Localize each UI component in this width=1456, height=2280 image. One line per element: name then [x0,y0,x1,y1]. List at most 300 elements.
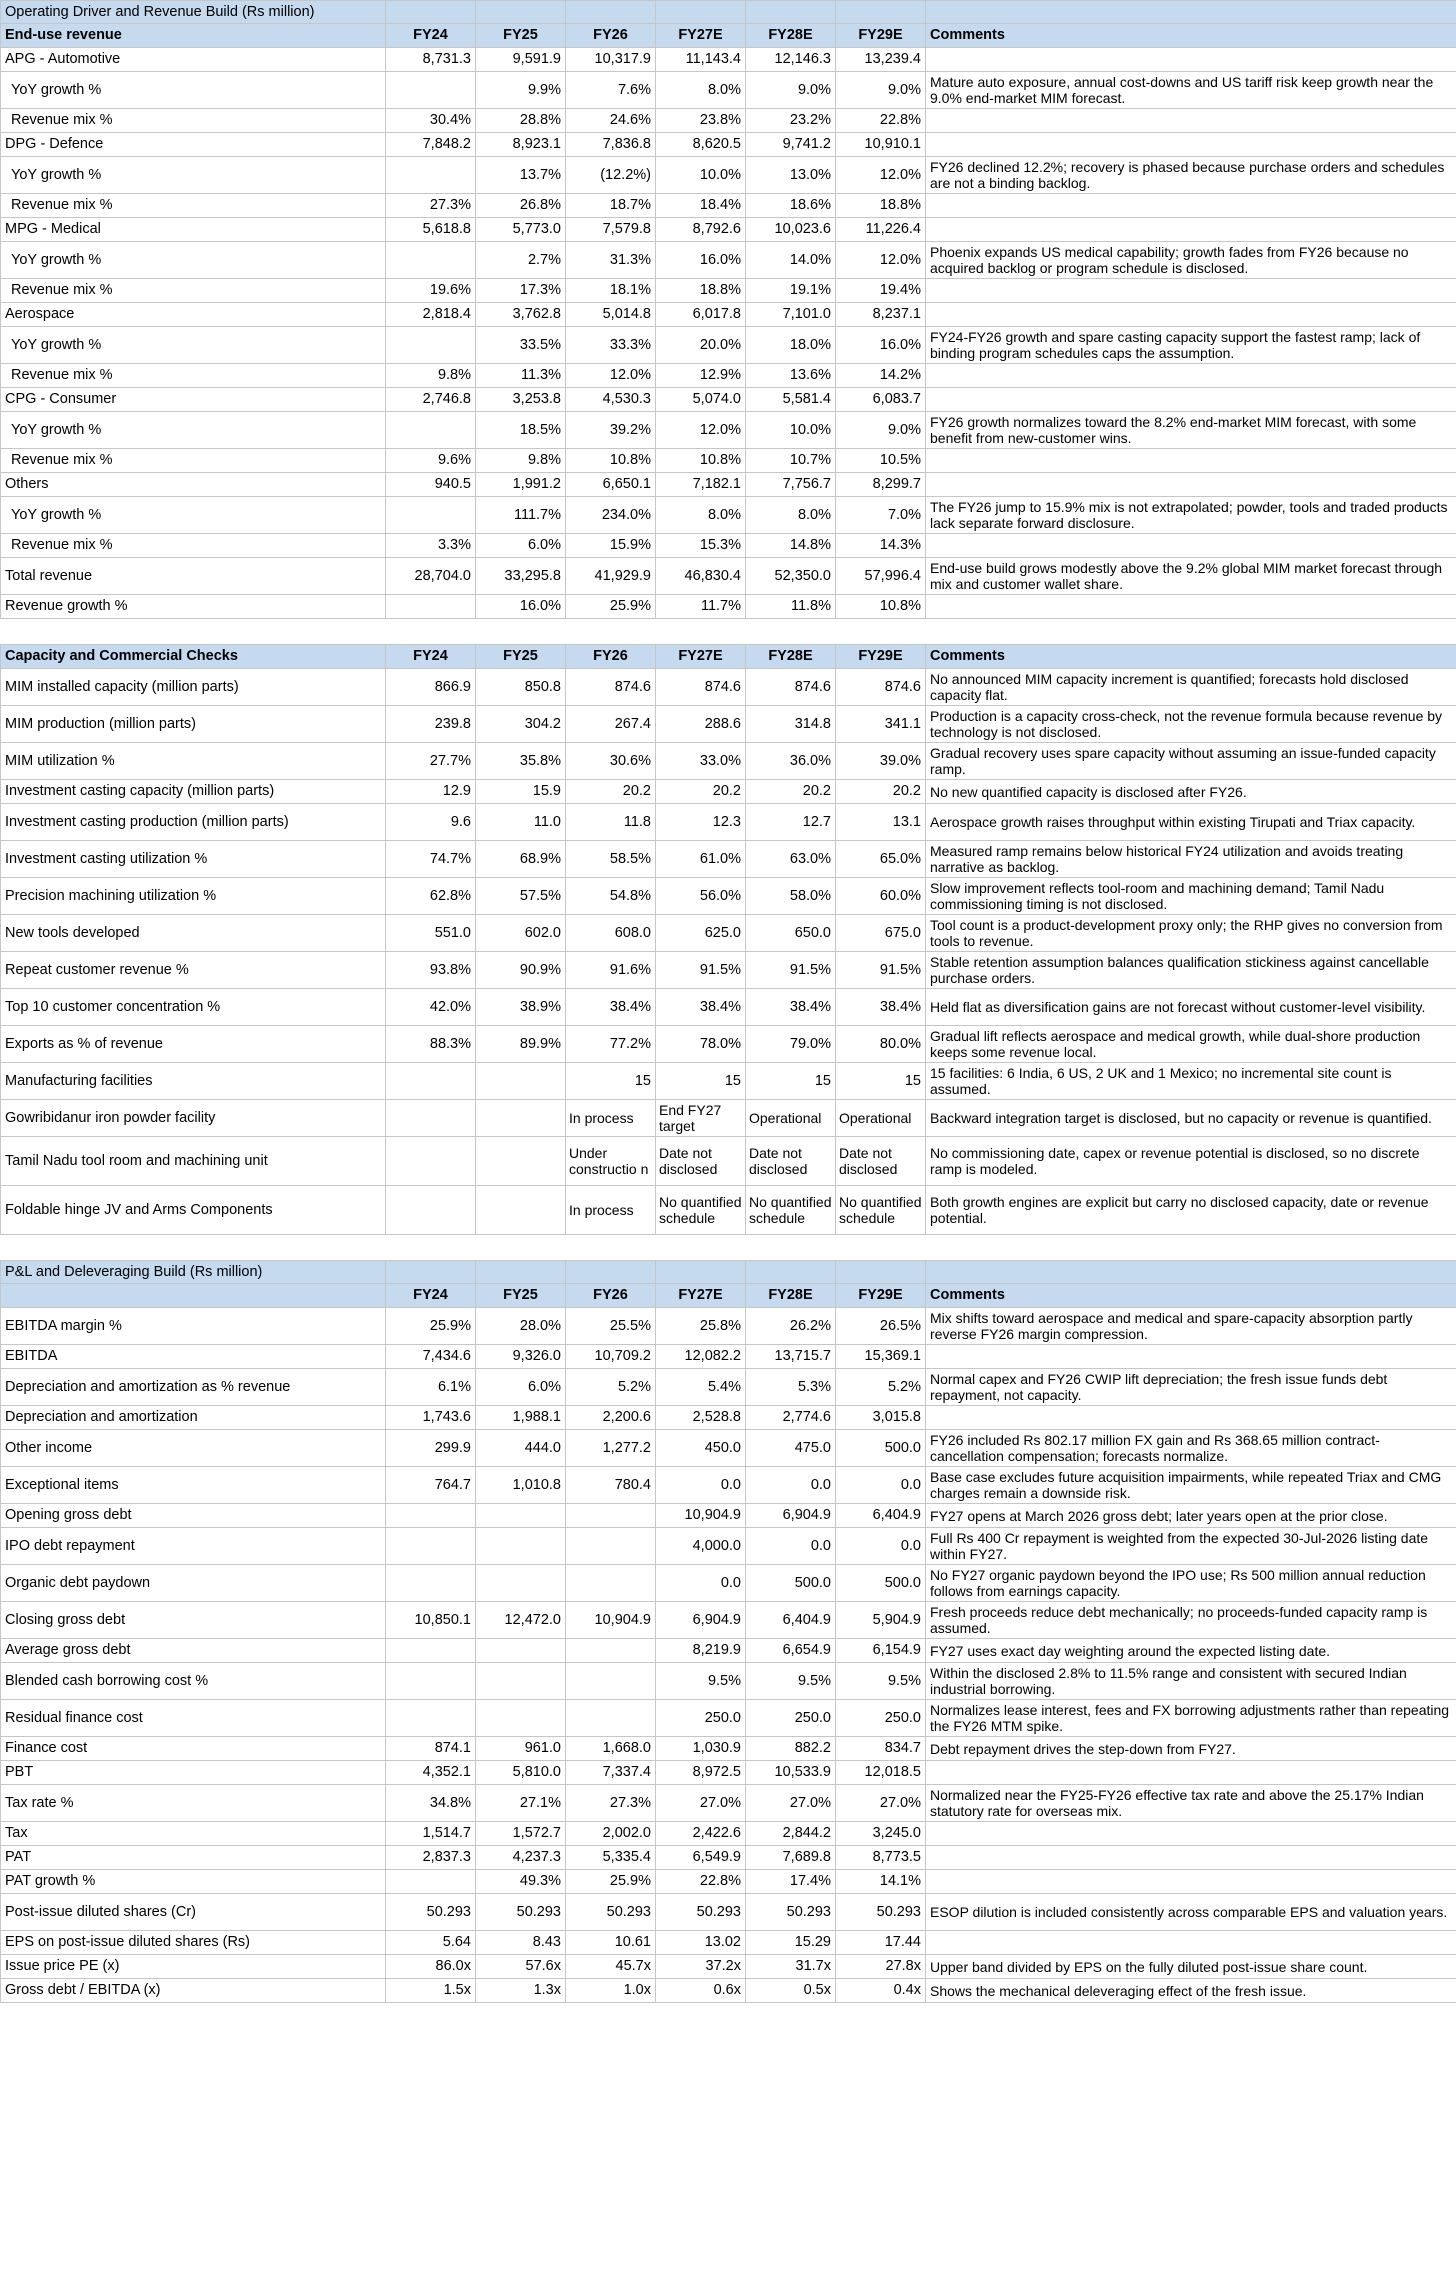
value-cell: 17.44 [836,1931,926,1955]
value-cell: 4,237.3 [476,1846,566,1870]
comment-cell [926,364,1456,388]
table-row [1,133,1456,157]
value-cell: 2,844.2 [746,1822,836,1846]
value-cell: 6,404.9 [836,1504,926,1528]
value-cell: End FY27 target [656,1100,746,1137]
value-cell: (12.2%) [566,157,656,194]
value-cell: 7,579.8 [566,218,656,242]
value-cell: 26.5% [836,1308,926,1345]
value-cell: 10.61 [566,1931,656,1955]
value-cell: 6.0% [476,1369,566,1406]
value-cell: 63.0% [746,841,836,878]
table-row [1,1761,1456,1785]
title-blank-cell [656,1,746,24]
value-cell: 17.4% [746,1870,836,1894]
value-cell: 38.4% [566,989,656,1026]
value-cell [386,1137,476,1186]
value-cell: 13,239.4 [836,48,926,72]
value-cell: 250.0 [836,1700,926,1737]
comment-cell: FY27 opens at March 2026 gross debt; later years open at the prior close. [926,1504,1456,1528]
row-label: YoY growth % [1,72,386,109]
value-cell: 500.0 [836,1430,926,1467]
value-cell: 18.6% [746,194,836,218]
comment-cell [926,194,1456,218]
comment-cell [926,109,1456,133]
comment-cell: Backward integration target is disclosed, but no capacity or revenue is quantified. [926,1100,1456,1137]
table-row [1,595,1456,619]
comment-cell: FY26 included Rs 802.17 million FX gain and Rs 368.65 million contract-cancellation compensation; forecasts normalize. [926,1430,1456,1467]
comment-cell [926,133,1456,157]
comment-cell: No new quantified capacity is disclosed after FY26. [926,780,1456,804]
row-label: Revenue mix % [1,449,386,473]
value-cell: 1,743.6 [386,1406,476,1430]
value-cell: No quantified schedule [746,1186,836,1235]
value-cell [386,1063,476,1100]
value-cell: 6,904.9 [746,1504,836,1528]
value-cell: 9.5% [836,1663,926,1700]
value-cell: 0.0 [746,1528,836,1565]
value-cell: 60.0% [836,878,926,915]
value-cell: 18.1% [566,279,656,303]
value-cell: 30.4% [386,109,476,133]
value-cell: 2,818.4 [386,303,476,327]
value-cell: 8,923.1 [476,133,566,157]
section-title: P&L and Deleveraging Build (Rs million) [1,1261,386,1284]
title-blank-cell [926,1,1456,24]
value-cell: 15 [566,1063,656,1100]
value-cell: Date not disclosed [836,1137,926,1186]
value-cell: 850.8 [476,669,566,706]
table-row [1,157,1456,194]
table-row [1,780,1456,804]
value-cell: 2,422.6 [656,1822,746,1846]
value-cell: 7,836.8 [566,133,656,157]
value-cell: 12.0% [656,412,746,449]
row-label: Depreciation and amortization [1,1406,386,1430]
comment-cell [926,218,1456,242]
value-cell: 7,182.1 [656,473,746,497]
value-cell: 874.6 [656,669,746,706]
value-cell: 46,830.4 [656,558,746,595]
value-cell: 34.8% [386,1785,476,1822]
value-cell [566,1700,656,1737]
value-cell: 13.02 [656,1931,746,1955]
value-cell [476,1663,566,1700]
value-cell: 834.7 [836,1737,926,1761]
row-label: Top 10 customer concentration % [1,989,386,1026]
value-cell: 304.2 [476,706,566,743]
row-label: PAT [1,1846,386,1870]
section-spacer [1,1235,1456,1261]
value-cell: 16.0% [836,327,926,364]
value-cell: 50.293 [746,1894,836,1931]
value-cell: 39.0% [836,743,926,780]
value-cell: 5.2% [566,1369,656,1406]
value-cell: 6,154.9 [836,1639,926,1663]
table-row [1,706,1456,743]
value-cell: 7,101.0 [746,303,836,327]
value-cell: 5,810.0 [476,1761,566,1785]
comments-header: Comments [926,1284,1456,1308]
value-cell: 13.1 [836,804,926,841]
column-header: FY27E [656,24,746,48]
comment-cell [926,1822,1456,1846]
value-cell: 28.8% [476,109,566,133]
value-cell [476,1137,566,1186]
row-label: Tax [1,1822,386,1846]
value-cell: 26.8% [476,194,566,218]
value-cell [386,1504,476,1528]
value-cell [386,497,476,534]
value-cell: 874.1 [386,1737,476,1761]
value-cell: 14.8% [746,534,836,558]
comment-cell: FY26 declined 12.2%; recovery is phased because purchase orders and schedules are not a binding backlog. [926,157,1456,194]
value-cell: 780.4 [566,1467,656,1504]
table-row [1,1186,1456,1235]
value-cell: 2,002.0 [566,1822,656,1846]
comment-cell: Full Rs 400 Cr repayment is weighted from the expected 30-Jul-2026 listing date within FY27. [926,1528,1456,1565]
row-label: Finance cost [1,1737,386,1761]
value-cell: 874.6 [746,669,836,706]
value-cell: 11.7% [656,595,746,619]
value-cell: 88.3% [386,1026,476,1063]
title-blank-cell [476,1,566,24]
row-label: Issue price PE (x) [1,1955,386,1979]
value-cell [386,412,476,449]
table-row [1,915,1456,952]
value-cell: 10.0% [656,157,746,194]
comment-cell: Normalizes lease interest, fees and FX borrowing adjustments rather than repeating the FY26 MTM spike. [926,1700,1456,1737]
value-cell: 250.0 [746,1700,836,1737]
value-cell: 8,219.9 [656,1639,746,1663]
table-row [1,279,1456,303]
value-cell: 27.0% [746,1785,836,1822]
value-cell: 0.0 [656,1565,746,1602]
value-cell: 5,014.8 [566,303,656,327]
value-cell: 12.9 [386,780,476,804]
value-cell: 57,996.4 [836,558,926,595]
value-cell: 267.4 [566,706,656,743]
value-cell: 764.7 [386,1467,476,1504]
value-cell [476,1100,566,1137]
value-cell: 6,404.9 [746,1602,836,1639]
comment-cell: Debt repayment drives the step-down from FY27. [926,1737,1456,1761]
value-cell: 2.7% [476,242,566,279]
value-cell: 5,074.0 [656,388,746,412]
value-cell: 3,015.8 [836,1406,926,1430]
value-cell: 9,591.9 [476,48,566,72]
value-cell: 239.8 [386,706,476,743]
value-cell: 20.2 [566,780,656,804]
row-label: Exports as % of revenue [1,1026,386,1063]
column-header-row [1,1284,1456,1308]
value-cell: 1,514.7 [386,1822,476,1846]
value-cell: 17.3% [476,279,566,303]
title-blank-cell [746,1261,836,1284]
comments-header: Comments [926,645,1456,669]
value-cell: 5.2% [836,1369,926,1406]
row-label: Precision machining utilization % [1,878,386,915]
value-cell: 500.0 [746,1565,836,1602]
row-label: Opening gross debt [1,1504,386,1528]
value-cell: 14.0% [746,242,836,279]
comment-cell [926,388,1456,412]
column-header: FY26 [566,24,656,48]
table-row [1,473,1456,497]
value-cell: 650.0 [746,915,836,952]
value-cell: 5,904.9 [836,1602,926,1639]
row-label: Depreciation and amortization as % revenue [1,1369,386,1406]
value-cell: 38.4% [836,989,926,1026]
value-cell: 6,650.1 [566,473,656,497]
comment-cell: Upper band divided by EPS on the fully diluted post-issue share count. [926,1955,1456,1979]
comment-cell: No FY27 organic paydown beyond the IPO use; Rs 500 million annual reduction follows from earnings capacity. [926,1565,1456,1602]
value-cell: 1.0x [566,1979,656,2003]
value-cell: 58.0% [746,878,836,915]
table-row [1,558,1456,595]
value-cell: 0.4x [836,1979,926,2003]
value-cell: 23.2% [746,109,836,133]
title-blank-cell [836,1261,926,1284]
value-cell: 4,000.0 [656,1528,746,1565]
value-cell: 20.2 [746,780,836,804]
value-cell: 3,245.0 [836,1822,926,1846]
row-label: APG - Automotive [1,48,386,72]
row-label: Tax rate % [1,1785,386,1822]
value-cell: 2,200.6 [566,1406,656,1430]
value-cell: 61.0% [656,841,746,878]
value-cell: 874.6 [566,669,656,706]
table-row [1,1737,1456,1761]
comment-cell: End-use build grows modestly above the 9.2% global MIM market forecast through mix and customer wallet share. [926,558,1456,595]
value-cell: 475.0 [746,1430,836,1467]
value-cell: 12,472.0 [476,1602,566,1639]
value-cell: 91.5% [656,952,746,989]
value-cell: 91.5% [746,952,836,989]
table-row [1,1846,1456,1870]
table-row [1,194,1456,218]
value-cell: 25.5% [566,1308,656,1345]
table-row [1,669,1456,706]
comment-cell: Stable retention assumption balances qualification stickiness against cancellable purchase orders. [926,952,1456,989]
table-row [1,1504,1456,1528]
comment-cell: Mature auto exposure, annual cost-downs and US tariff risk keep growth near the 9.0% end-market MIM forecast. [926,72,1456,109]
table-row [1,48,1456,72]
value-cell: 299.9 [386,1430,476,1467]
value-cell: 866.9 [386,669,476,706]
value-cell: 65.0% [836,841,926,878]
row-label: YoY growth % [1,327,386,364]
column-header: FY28E [746,645,836,669]
section-title-row [1,1261,1456,1284]
value-cell: 10,910.1 [836,133,926,157]
value-cell: 9.0% [836,412,926,449]
value-cell: 341.1 [836,706,926,743]
value-cell: 68.9% [476,841,566,878]
row-label: Post-issue diluted shares (Cr) [1,1894,386,1931]
value-cell: 18.5% [476,412,566,449]
value-cell: 10.0% [746,412,836,449]
row-label: Revenue growth % [1,595,386,619]
value-cell: 1,010.8 [476,1467,566,1504]
value-cell: Under constructio n [566,1137,656,1186]
table-row [1,1100,1456,1137]
value-cell: 27.3% [566,1785,656,1822]
value-cell: 9.6 [386,804,476,841]
table-row [1,804,1456,841]
value-cell: 12.7 [746,804,836,841]
title-blank-cell [566,1,656,24]
value-cell: 15.9 [476,780,566,804]
row-label: Residual finance cost [1,1700,386,1737]
value-cell: 18.8% [836,194,926,218]
value-cell: 25.9% [566,595,656,619]
table-row [1,1602,1456,1639]
comment-cell: Base case excludes future acquisition impairments, while repeated Triax and CMG charges remain a downside risk. [926,1467,1456,1504]
row-label: Manufacturing facilities [1,1063,386,1100]
section-spacer [1,619,1456,645]
value-cell: 16.0% [656,242,746,279]
value-cell: 6,083.7 [836,388,926,412]
comment-cell: ESOP dilution is included consistently across comparable EPS and valuation years. [926,1894,1456,1931]
title-blank-cell [656,1261,746,1284]
comment-cell: Production is a capacity cross-check, not the revenue formula because revenue by technology is not disclosed. [926,706,1456,743]
title-blank-cell [566,1261,656,1284]
value-cell: 6.1% [386,1369,476,1406]
value-cell: 91.5% [836,952,926,989]
comment-cell [926,473,1456,497]
comment-cell [926,1870,1456,1894]
value-cell: 7,848.2 [386,133,476,157]
value-cell: 15,369.1 [836,1345,926,1369]
row-label: YoY growth % [1,157,386,194]
value-cell: 10.5% [836,449,926,473]
value-cell: 10.8% [566,449,656,473]
value-cell: 42.0% [386,989,476,1026]
column-header: FY26 [566,1284,656,1308]
comment-cell: Normalized near the FY25-FY26 effective tax rate and above the 25.17% Indian statutory rate for overseas mix. [926,1785,1456,1822]
row-label: EBITDA margin % [1,1308,386,1345]
value-cell: 0.0 [836,1528,926,1565]
value-cell [566,1663,656,1700]
comment-cell: No commissioning date, capex or revenue potential is disclosed, so no discrete ramp is modeled. [926,1137,1456,1186]
title-blank-cell [746,1,836,24]
table-row [1,327,1456,364]
value-cell: Date not disclosed [656,1137,746,1186]
value-cell: 6,549.9 [656,1846,746,1870]
value-cell: 444.0 [476,1430,566,1467]
comment-cell: Held flat as diversification gains are not forecast without customer-level visibility. [926,989,1456,1026]
value-cell: 0.6x [656,1979,746,2003]
value-cell: 52,350.0 [746,558,836,595]
table-row [1,1979,1456,2003]
row-label: Gross debt / EBITDA (x) [1,1979,386,2003]
value-cell: 625.0 [656,915,746,952]
value-cell: 10.8% [836,595,926,619]
value-cell: 26.2% [746,1308,836,1345]
table-row [1,388,1456,412]
comment-cell: Fresh proceeds reduce debt mechanically; no proceeds-funded capacity ramp is assumed. [926,1602,1456,1639]
value-cell: 10.7% [746,449,836,473]
value-cell: 12,018.5 [836,1761,926,1785]
value-cell: 602.0 [476,915,566,952]
value-cell: 74.7% [386,841,476,878]
value-cell: 13.7% [476,157,566,194]
comment-cell [926,279,1456,303]
value-cell: 5,581.4 [746,388,836,412]
value-cell: 1,668.0 [566,1737,656,1761]
value-cell: 24.6% [566,109,656,133]
table-row [1,1785,1456,1822]
column-header: FY25 [476,24,566,48]
value-cell [386,1565,476,1602]
table-row [1,449,1456,473]
value-cell [476,1063,566,1100]
value-cell: 33.0% [656,743,746,780]
comment-cell [926,303,1456,327]
value-cell [476,1504,566,1528]
comment-cell: Both growth engines are explicit but carry no disclosed capacity, date or revenue potential. [926,1186,1456,1235]
value-cell: 0.0 [836,1467,926,1504]
value-cell: 50.293 [566,1894,656,1931]
value-cell: 15.29 [746,1931,836,1955]
value-cell: 39.2% [566,412,656,449]
value-cell: 1,572.7 [476,1822,566,1846]
value-cell: 11,143.4 [656,48,746,72]
row-label: CPG - Consumer [1,388,386,412]
column-header: FY29E [836,1284,926,1308]
value-cell: 7.0% [836,497,926,534]
section-title: Operating Driver and Revenue Build (Rs million) [1,1,386,24]
value-cell: 12.0% [836,157,926,194]
value-cell: 9,741.2 [746,133,836,157]
value-cell: 12,082.2 [656,1345,746,1369]
comment-cell: Shows the mechanical deleveraging effect of the fresh issue. [926,1979,1456,2003]
table-row [1,109,1456,133]
value-cell: 77.2% [566,1026,656,1063]
table-row [1,1369,1456,1406]
row-label: DPG - Defence [1,133,386,157]
row-label: EPS on post-issue diluted shares (Rs) [1,1931,386,1955]
value-cell: 10,850.1 [386,1602,476,1639]
value-cell: 50.293 [656,1894,746,1931]
value-cell: 11.0 [476,804,566,841]
row-label: Repeat customer revenue % [1,952,386,989]
row-label: Foldable hinge JV and Arms Components [1,1186,386,1235]
value-cell [386,595,476,619]
value-cell: 49.3% [476,1870,566,1894]
table-row [1,1345,1456,1369]
value-cell: 675.0 [836,915,926,952]
value-cell: 13.6% [746,364,836,388]
value-cell: 38.9% [476,989,566,1026]
comment-cell: Aerospace growth raises throughput within existing Tirupati and Triax capacity. [926,804,1456,841]
comment-cell: FY26 growth normalizes toward the 8.2% end-market MIM forecast, with some benefit from new-customer wins. [926,412,1456,449]
value-cell: 9.5% [656,1663,746,1700]
value-cell: Operational [836,1100,926,1137]
row-label: Closing gross debt [1,1602,386,1639]
value-cell: 15.3% [656,534,746,558]
value-cell: 10,904.9 [656,1504,746,1528]
value-cell: 86.0x [386,1955,476,1979]
value-cell: 38.4% [746,989,836,1026]
value-cell [476,1639,566,1663]
table-row [1,743,1456,780]
value-cell: 8.43 [476,1931,566,1955]
value-cell: 4,530.3 [566,388,656,412]
value-cell: 5,618.8 [386,218,476,242]
value-cell [566,1565,656,1602]
